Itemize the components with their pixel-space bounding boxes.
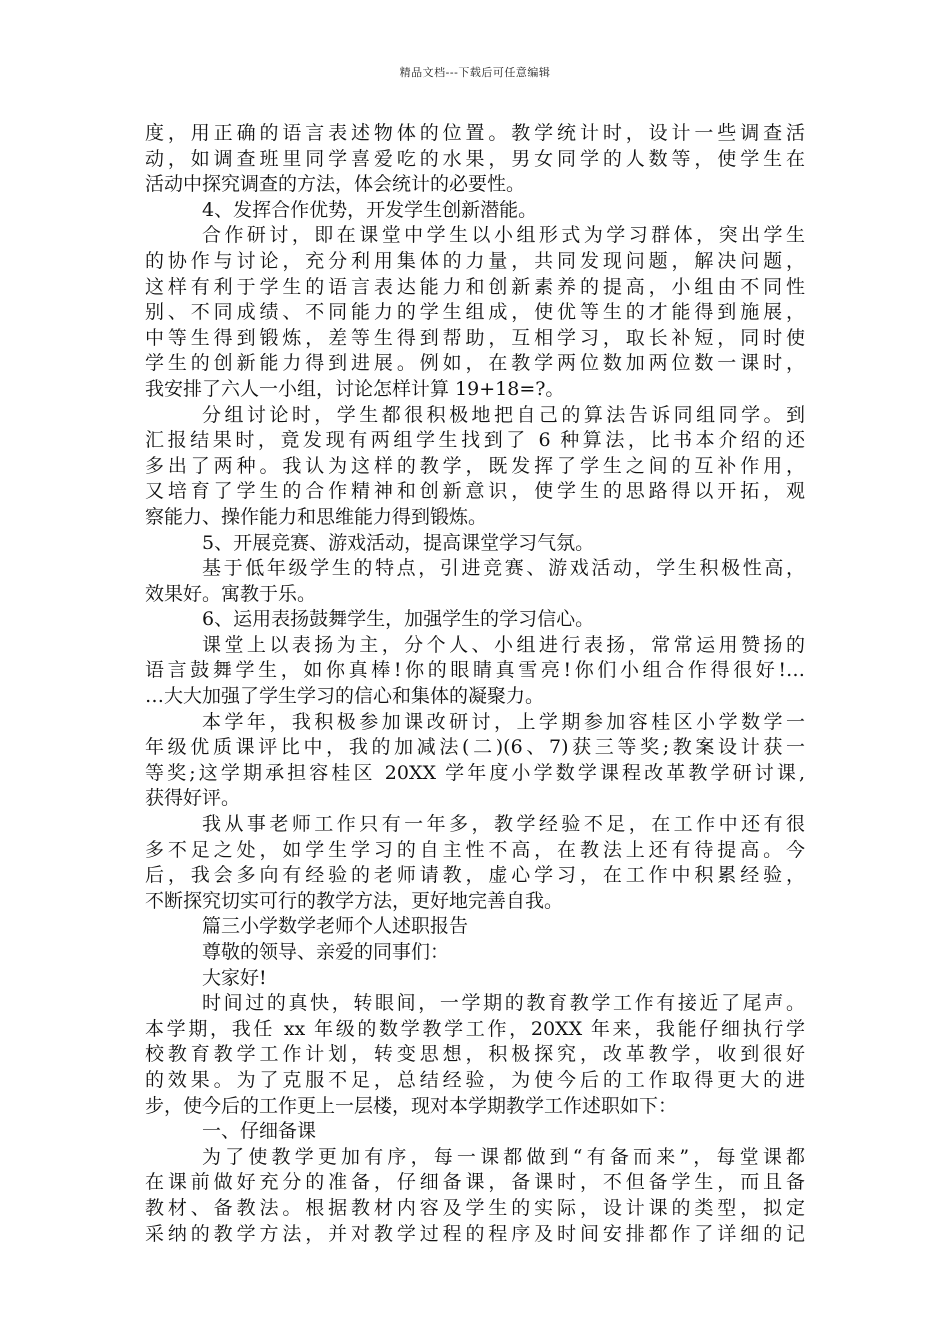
text-line: 本学年，我积极参加课改研讨，上学期参加容桂区小学数学一 bbox=[202, 710, 805, 733]
text-line: 篇三小学数学老师个人述职报告 bbox=[202, 915, 469, 938]
text-line: 分组讨论时，学生都很积极地把自己的算法告诉同组同学。到 bbox=[202, 403, 805, 426]
text-line: 时间过的真快，转眼间，一学期的教育教学工作有接近了尾声。 bbox=[202, 992, 805, 1015]
text-line: 本学期，我任 xx 年级的数学教学工作，20XX 年来，我能仔细执行学 bbox=[145, 1017, 805, 1040]
text-line: 动，如调查班里同学喜爱吃的水果，男女同学的人数等，使学生在 bbox=[145, 147, 805, 170]
text-line: 6、运用表扬鼓舞学生，加强学生的学习信心。 bbox=[202, 608, 595, 631]
text-line: 效果好。寓教于乐。 bbox=[145, 582, 317, 605]
text-line: 语言鼓舞学生，如你真棒!你的眼睛真雪亮!你们小组合作得很好!… bbox=[145, 659, 805, 682]
text-line: 中等生得到锻炼，差等生得到帮助，互相学习，取长补短，同时使 bbox=[145, 326, 805, 349]
text-line: …大大加强了学生学习的信心和集体的凝聚力。 bbox=[145, 685, 545, 708]
document-body bbox=[145, 121, 805, 1247]
text-line: 合作研讨，即在课堂中学生以小组形式为学习群体，突出学生 bbox=[202, 224, 805, 247]
text-line: 我安排了六人一小组，讨论怎样计算 19+18=?。 bbox=[145, 377, 565, 400]
text-line: 不断探究切实可行的教学方法，更好地完善自我。 bbox=[145, 889, 564, 912]
text-line: 课堂上以表扬为主，分个人、小组进行表扬，常常运用赞扬的 bbox=[202, 633, 805, 656]
text-line: 的协作与讨论，充分利用集体的力量，共同发现问题，解决问题， bbox=[145, 249, 805, 272]
text-line: 校教育教学工作计划，转变思想，积极探究，改革教学，收到很好 bbox=[145, 1043, 805, 1066]
text-line: 采纳的教学方法，并对教学过程的程序及时间安排都作了详细的记 bbox=[145, 1222, 805, 1245]
text-line: 步，使今后的工作更上一层楼，现对本学期教学工作述职如下： bbox=[145, 1094, 678, 1117]
text-line: 在课前做好充分的准备，仔细备课，备课时，不但备学生，而且备 bbox=[145, 1171, 805, 1194]
text-line: 度，用正确的语言表述物体的位置。教学统计时，设计一些调查活 bbox=[145, 122, 805, 144]
text-line: 尊敬的领导、亲爱的同事们： bbox=[202, 941, 450, 963]
text-line: 为了使教学更加有序，每一课都做到“有备而来”，每堂课都 bbox=[202, 1145, 805, 1168]
text-line: 一、仔细备课 bbox=[202, 1120, 317, 1143]
text-line: 学生的创新能力得到进展。例如，在教学两位数加两位数一课时， bbox=[145, 352, 805, 375]
text-line: 我从事老师工作只有一年多，教学经验不足，在工作中还有很 bbox=[202, 813, 805, 836]
page-header: 精品文档---下载后可任意编辑 bbox=[399, 66, 551, 79]
text-line: 多不足之处，如学生学习的自主性不高，在教法上还有待提高。今 bbox=[145, 838, 805, 861]
text-line: 年级优质课评比中，我的加减法(二)(6、7)获三等奖;教案设计获一 bbox=[145, 736, 805, 759]
text-line: 活动中探究调查的方法，体会统计的必要性。 bbox=[145, 173, 526, 196]
text-line: 获得好评。 bbox=[145, 787, 241, 810]
text-line: 多出了两种。我认为这样的教学，既发挥了学生之间的互补作用， bbox=[145, 454, 805, 477]
text-line: 这样有利于学生的语言表达能力和创新素养的提高，小组由不同性 bbox=[145, 275, 805, 298]
text-line: 等奖;这学期承担容桂区 20XX 学年度小学数学课程改革教学研讨课, bbox=[145, 761, 805, 784]
text-line: 又培育了学生的合作精神和创新意识，使学生的思路得以开拓，观 bbox=[145, 480, 805, 503]
text-line: 的效果。为了克服不足，总结经验，为使今后的工作取得更大的进 bbox=[145, 1068, 805, 1091]
text-line: 别、不同成绩、不同能力的学生组成，使优等生的才能得到施展， bbox=[145, 301, 805, 324]
text-line: 基于低年级学生的特点，引进竞赛、游戏活动，学生积极性高， bbox=[202, 557, 805, 580]
text-line: 察能力、操作能力和思维能力得到锻炼。 bbox=[145, 505, 488, 528]
text-line: 汇报结果时，竟发现有两组学生找到了 6 种算法，比书本介绍的还 bbox=[145, 429, 805, 452]
text-line: 4、发挥合作优势，开发学生创新潜能。 bbox=[202, 198, 538, 221]
text-line: 5、开展竞赛、游戏活动，提高课堂学习气氛。 bbox=[202, 531, 595, 554]
text-line: 教材、备教法。根据教材内容及学生的实际，设计课的类型，拟定 bbox=[145, 1196, 805, 1219]
text-line: 后，我会多向有经验的老师请教，虚心学习，在工作中积累经验， bbox=[145, 864, 805, 887]
text-line: 大家好! bbox=[202, 966, 267, 989]
